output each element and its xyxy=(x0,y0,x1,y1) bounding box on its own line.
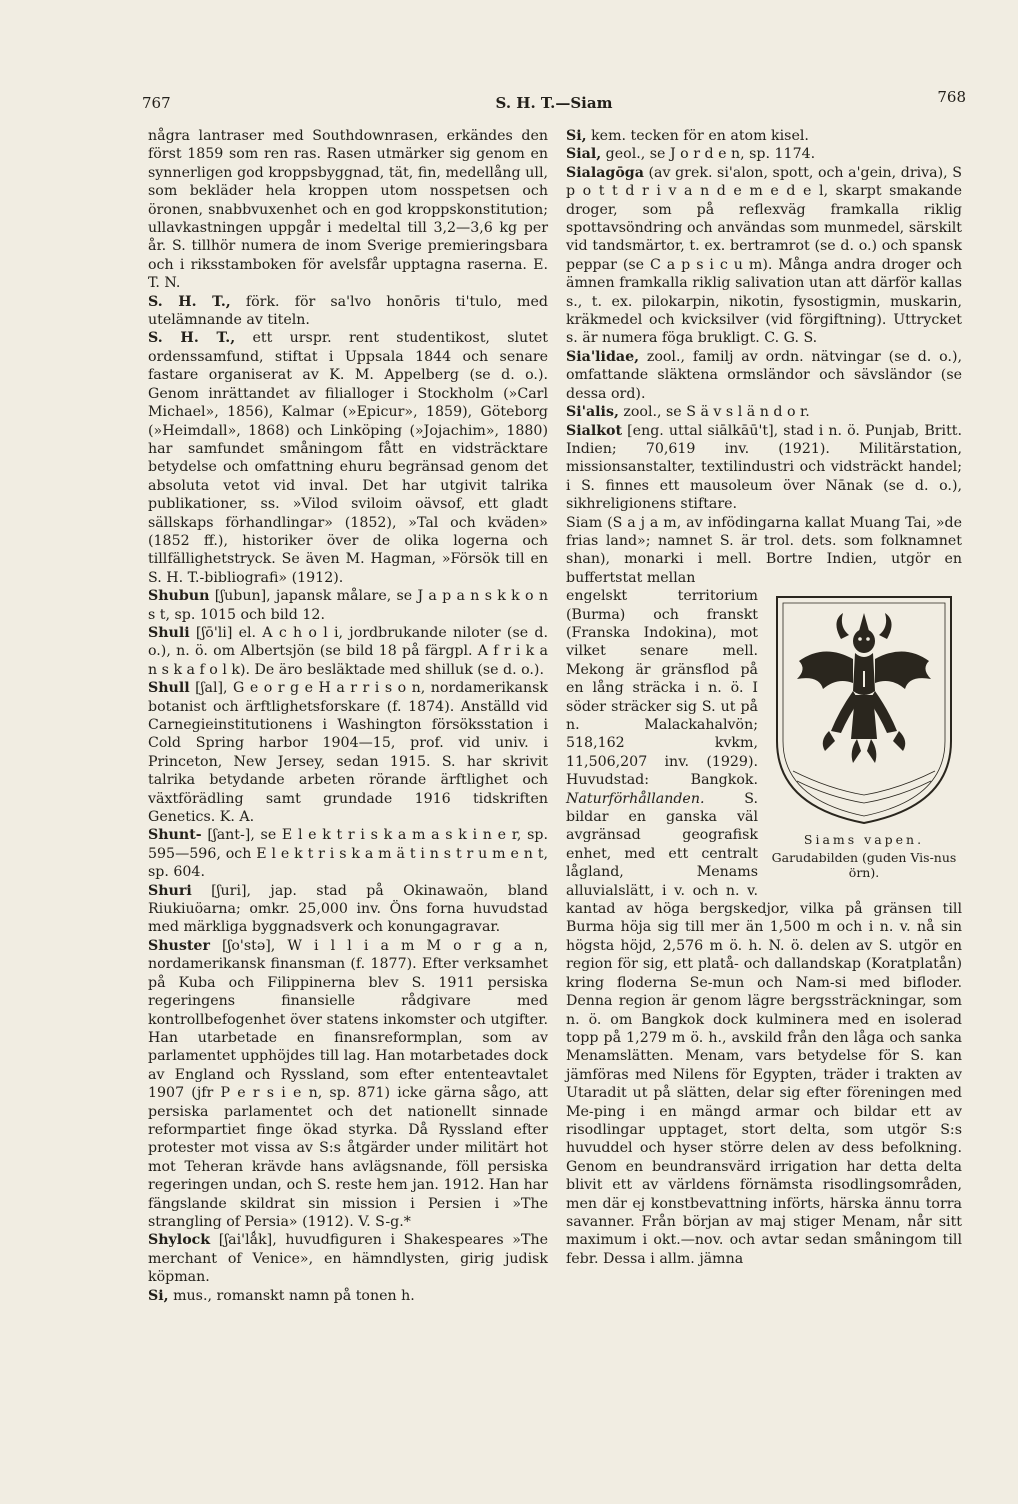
figure-caption-title: Siams vapen. xyxy=(803,832,925,848)
entry xyxy=(148,679,548,826)
entry xyxy=(566,348,962,403)
entry-headword: Si, xyxy=(566,128,587,144)
entry xyxy=(148,826,548,881)
page-number-left: 767 xyxy=(142,94,171,112)
entry xyxy=(148,1287,548,1305)
entry-siam xyxy=(566,514,962,588)
entry-body: (av grek. si'alon, spott, och a'gein, driva), S p o t t d r i v a n d e m e d e l, skarpt smakande droger, som på reflexväg framkalla riklig spottavsöndring och användas som munmedel, särskilt vid tandsmärtor, t. ex. bertramrot (se d. o.) och spansk peppar (se C a p s i c u m). Många andra droger och ämnen framkalla riklig salivation utan att därför kallas s., t. ex. pilokarpin, nikotin, fysostigmin, muskarin, kräkmedel och kvicksilver (vid förgiftning). Uttrycket s. är numera föga brukligt. xyxy=(566,164,962,347)
garuda-emblem-icon xyxy=(769,591,959,829)
entry-body: [ʃal], G e o r g e H a r r i s o n, nordamerikansk botanist och ärftlighetsforskare (f. 1874). Anställd vid Carnegieinstitutionens i Washington försöksstation i Cold Spring harbor 1904—15, prof. vid univ. i Princeton, New Jersey, sedan 1915. S. har skrivit talrika betydande arbeten rörande ärftlighet och växtförädling samt grundade 1916 tidskriften Genetics. xyxy=(148,680,548,826)
entry-body: [ʃuri], jap. stad på Okinawaön, bland Riukiuöarna; omkr. 25,000 inv. Öns forna huvudstad med märkliga byggnadsverk och konungagravar. xyxy=(148,882,548,936)
entry-headword: Sialagōga xyxy=(566,164,644,181)
entry-headword: Sialkot xyxy=(566,422,623,439)
entry-headword: Shubun xyxy=(148,588,210,605)
entry-headword: Si'alis, xyxy=(566,404,619,421)
entry-headword: Shunt- xyxy=(148,827,202,844)
coat-of-arms-figure xyxy=(766,591,962,893)
left-entries xyxy=(148,293,548,1305)
entry-headword: Shuri xyxy=(148,882,192,899)
entry-body: [ʃō'li] el. A c h o l i, jordbrukande niloter (se d. o.), n. ö. om Albertsjön (se bild 18 på färgpl. A f r i k a n s k a f o l k). De äro besläktade med shilluk (se d. o.). xyxy=(148,624,548,678)
entry-body: (S a j a m, av infödingarna kallat Muang Tai, »de frias land»; namnet S. är trol. dets. som folknamnet shan), monarki i mell. Bortre Indien, utgör en buffertstat mellan xyxy=(566,514,963,586)
entry-body: mus., romanskt namn på tonen h. xyxy=(168,1287,415,1304)
page-header xyxy=(142,88,966,118)
left-column xyxy=(148,127,548,1305)
entry-headword: Shuli xyxy=(148,624,190,641)
entry-body: [ʃo'stə], W i l l i a m M o r g a n, nordamerikansk finansman (f. 1877). Efter verksamhet på Kuba och Filippinerna blev S. 1911 persiska regeringens finansielle rådgivare med kontrollbefogenhet över statens inkomster och utgifter. Han utarbetade en finansreformplan, som av parlamentet upphöjdes till lag. Han motarbetades dock av England och Ryssland, som efter ententeavtalet 1907 (jfr P e r s i e n, sp. 871) icke gärna sågo, att persiska parlamentet och det nationellt sinnade reformpartiet finge ökad styrka. Då Ryssland efter protester mot vissa av S:s åtgärder under militärt hot mot Teheran krävde hans avlägsnande, föll persiska regeringen undan, och S. reste hem jan. 1912. Han har fängslande skildrat sin mission i Persien i »The strangling of Persia» (1912). xyxy=(148,937,548,1230)
entry-body: zool., se S ä v s l ä n d o r. xyxy=(618,404,810,421)
entry-headword: Siam xyxy=(566,514,603,531)
right-column xyxy=(566,127,962,1268)
entry-headword: Sia'lidae, xyxy=(566,348,640,365)
entry xyxy=(148,1231,548,1286)
entry-body: geol., se J o r d e n, sp. 1174. xyxy=(601,146,816,163)
signature: K. A. xyxy=(215,809,255,826)
entry xyxy=(148,587,548,624)
running-head: S. H. T.—Siam xyxy=(495,94,613,112)
entry-body: [ʃubun], japansk målare, se J a p a n s k k o n s t, sp. 1015 och bild 12. xyxy=(148,588,548,623)
entry-headword: Si, xyxy=(148,1287,169,1304)
entry xyxy=(566,145,962,163)
siam-body: engelskt territorium (Burma) och franskt (Franska Indokina), mot vilket senare mell. Mekong är gränsflod på en lång sträcka i n. ö. I söder sträcker sig S. ut på n. Malackahalvön; 518,162 kvkm, 11,506,207 inv. (1929). Huvudstad: Bangkok. Naturförhållanden. S. bildar en ganska väl avgränsad geografisk enhet, med ett centralt lågland, Menams alluvialslätt, i v. och n. v. kantad av höga bergskedjor, vilka på gränsen till Burma höja sig till mer än 1,500 m och i n. v. nå sin högsta höjd, 2,576 m ö. h. N. ö. delen av S. utgör en region för sig, ett platå- och dallandskap (Koratplatån) kring floderna Se-mun och Nam-si med bifloder. Denna region är genom lägre bergssträckningar, som n. ö. om Bangkok dock kulminera med en isolerad topp på 1,279 m ö. h., avskild från den låga och sanka Menamslätten. Menam, vars betydelse för S. kan jämföras med Nilens för Egypten, träder i trakten av Utaradit ut på slätten, delar sig efter föreningen med Me-ping i en mängd armar och bildar ett av risodlingar upptaget, stort delta, som utgör S:s huvuddel och hyser större delen av dess befolkning. Genom en beundransvärd irrigation har detta delta blivit ett av världens förnämsta risodlingsområden, men där ej konstbevattning införts, härska ännu torra savanner. Från början av maj stiger Menam, når sitt maximum i okt.—nov. och avtar sedan småningom till febr. Dessa i allm. jämna xyxy=(566,588,962,1267)
entry xyxy=(148,937,548,1232)
entry xyxy=(566,403,962,421)
entry-body: ett urspr. rent studentikost, slutet ordenssamfund, stiftat i Uppsala 1844 och senare fastare organiserat av K. M. Appelberg (se d. o.). Genom inrättandet av filialloger i Stockholm (»Carl Michael», 1856), Kalmar (»Epicur», 1859), Göteborg (»Heimdall», 1868) och Linköping (»Jojachim», 1880) har samfundet småningom fått en vidsträcktare betydelse och omfattning ehuru begränsad genom det absoluta vetot vid inval. Det har utgivit talrika publikationer, ss. »Vilod sviloim oävsof, ett gladt sällskaps förhandlingar» (1852), »Tal och kväden» (1852 ff.), historiker över de olika logerna och tillfällighetstryck. Se även M. Hagman, »Försök till en S. H. T.-bibliografi» (1912). xyxy=(148,330,548,586)
entry xyxy=(148,329,548,587)
subheading: Naturförhållanden. xyxy=(566,790,705,807)
entry xyxy=(566,164,962,348)
entry-headword: S. H. T., xyxy=(148,293,231,310)
entry-body: [eng. uttal siālkāū't], stad i n. ö. Punjab, Britt. Indien; 70,619 inv. (1921). Militärstation, missionsanstalter, textilindustri och vidsträckt handel; i S. finnes ett mausoleum över Nānak (se d. o.), sikhreligionens stiftare. xyxy=(566,422,962,513)
signature: E. T. N. xyxy=(148,256,548,292)
signature: C. G. S. xyxy=(759,330,818,347)
entry-body: zool., familj av ordn. nätvingar (se d. o.), omfattande släktena ormsländor och sävsländor (se dessa ord). xyxy=(566,348,962,402)
figure-caption-sub: Garudabilden (guden Vis-nus örn). xyxy=(771,849,957,880)
entry xyxy=(566,422,962,514)
entry xyxy=(148,293,548,330)
entry xyxy=(148,624,548,679)
entry-body: kem. tecken för en atom kisel. xyxy=(586,128,809,144)
entry-headword: Shull xyxy=(148,680,190,697)
entry-headword: Shylock xyxy=(148,1232,211,1249)
entry-body: [ʃai'lǻk], huvudfiguren i Shakespeares »The merchant of Venice», en hämndlysten, girig judisk köpman. xyxy=(148,1232,548,1286)
entry-headword: S. H. T., xyxy=(148,330,236,347)
continuation-paragraph: några lantraser med Southdownrasen, erkändes den först 1859 som ren ras. Rasen utmärker sig genom en synnerligen god kroppsbyggnad, tät, fin, medellång ull, som bekläder hela kroppen utom nosspetsen och öronen, snabbvuxenhet och en god kroppskonstitution; ullavkastningen uppgår i medeltal till 3,2—3,6 kg per år. S. tillhör numera de inom Sverige premieringsbara och i riksstamboken för avelsfår upptagna raserna. E. T. N. xyxy=(148,128,548,292)
entry-body: förk. för sa'lvo honōris ti'tulo, med utelämnande av titeln. xyxy=(148,293,548,329)
entry-body: [ʃant-], se E l e k t r i s k a m a s k i n e r, sp. 595—596, och E l e k t r i s k a m ä t i n s t r u m e n t, sp. 604. xyxy=(148,827,548,881)
entry-headword: Shuster xyxy=(148,937,210,954)
page-number-right: 768 xyxy=(937,88,966,106)
entry-headword: Sial, xyxy=(566,146,602,163)
entry xyxy=(148,882,548,937)
entry xyxy=(566,127,962,145)
signature: V. S-g.* xyxy=(353,1213,411,1230)
right-entries xyxy=(566,127,962,514)
